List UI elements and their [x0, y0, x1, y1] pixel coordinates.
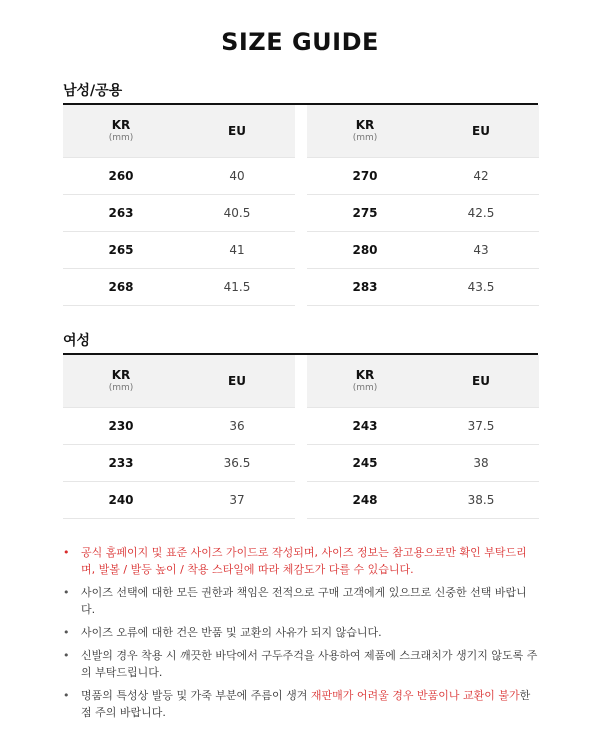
notice-text-highlight: 재판매가 어려울 경우 반품이나 교환이 불가	[310, 689, 520, 702]
eu-size-cell: 42.5	[423, 195, 539, 232]
kr-size-cell: 233	[63, 445, 179, 482]
kr-size-cell: 245	[307, 445, 423, 482]
table-row	[63, 445, 295, 482]
eu-size-cell: 40	[179, 158, 295, 195]
kr-size-cell: 243	[307, 408, 423, 445]
notice-text-part: 명품의 특성상 발등 및 가죽 부분에 주름이 생겨	[81, 689, 311, 702]
table-row	[307, 269, 539, 306]
bullet-icon: •	[63, 689, 70, 702]
table-row	[63, 232, 295, 269]
eu-size-cell: 37	[179, 482, 295, 519]
kr-header-label: KR	[111, 368, 131, 382]
kr-header-label: KR	[355, 118, 375, 132]
kr-size-cell: 260	[63, 158, 179, 195]
kr-size-cell: 265	[63, 232, 179, 269]
kr-column-header	[307, 105, 423, 158]
kr-header-label: KR	[111, 118, 131, 132]
notice-text: 신발의 경우 착용 시 깨끗한 바닥에서 구두주걱을 사용하여 제품에 스크래치가 생기지 않도록 주의 부탁드립니다.	[81, 649, 538, 679]
bullet-icon: •	[63, 626, 70, 639]
kr-column-header	[63, 355, 179, 408]
table-row	[307, 158, 539, 195]
men-size-table-right	[307, 105, 539, 306]
eu-size-cell: 40.5	[179, 195, 295, 232]
eu-size-cell: 36.5	[179, 445, 295, 482]
table-row	[307, 408, 539, 445]
eu-size-cell: 36	[179, 408, 295, 445]
kr-header-label: KR	[355, 368, 375, 382]
kr-size-cell: 275	[307, 195, 423, 232]
notice-text-part: 한 점 주의 바랍니다.	[81, 689, 531, 719]
table-row	[307, 482, 539, 519]
eu-column-header: EU	[179, 105, 295, 158]
kr-size-cell: 230	[63, 408, 179, 445]
eu-column-header: EU	[423, 355, 539, 408]
eu-column-header: EU	[423, 105, 539, 158]
notice-item	[63, 584, 538, 618]
eu-size-cell: 37.5	[423, 408, 539, 445]
kr-header-unit: (mm)	[108, 133, 134, 143]
kr-size-cell: 270	[307, 158, 423, 195]
bullet-icon: •	[63, 649, 70, 662]
eu-size-cell: 41	[179, 232, 295, 269]
table-row	[307, 445, 539, 482]
eu-size-cell: 42	[423, 158, 539, 195]
notice-item	[63, 687, 538, 721]
kr-size-cell: 268	[63, 269, 179, 306]
kr-size-cell: 248	[307, 482, 423, 519]
eu-size-cell: 43.5	[423, 269, 539, 306]
table-row	[63, 408, 295, 445]
notice-list	[63, 544, 538, 727]
eu-size-cell: 43	[423, 232, 539, 269]
bullet-icon: •	[63, 546, 70, 559]
kr-column-header	[63, 105, 179, 158]
women-size-table-right	[307, 355, 539, 519]
kr-header-unit: (mm)	[108, 383, 134, 393]
table-row	[307, 232, 539, 269]
notice-text: 사이즈 선택에 대한 모든 권한과 책임은 전적으로 구매 고객에게 있으므로 신중한 선택 바랍니다.	[81, 586, 527, 616]
table-header-row	[63, 105, 295, 158]
table-row	[63, 195, 295, 232]
table-row	[63, 269, 295, 306]
notice-text: 공식 홈페이지 및 표준 사이즈 가이드로 작성되며, 사이즈 정보는 참고용으로만 확인 부탁드리며, 발볼 / 발등 높이 / 착용 스타일에 따라 체감도가 다를 수 있습니다.	[81, 546, 527, 576]
kr-column-header	[307, 355, 423, 408]
section-label-women: 여성	[63, 333, 91, 349]
kr-header-unit: (mm)	[352, 383, 378, 393]
eu-size-cell: 38.5	[423, 482, 539, 519]
table-row	[63, 482, 295, 519]
kr-size-cell: 263	[63, 195, 179, 232]
kr-header-unit: (mm)	[352, 133, 378, 143]
page-title: SIZE GUIDE	[221, 28, 379, 56]
kr-size-cell: 280	[307, 232, 423, 269]
section-label-men: 남성/공용	[63, 83, 123, 99]
eu-column-header: EU	[179, 355, 295, 408]
table-row	[307, 195, 539, 232]
table-row	[63, 158, 295, 195]
eu-size-cell: 38	[423, 445, 539, 482]
table-header-row	[307, 355, 539, 408]
men-size-table-left	[63, 105, 295, 306]
kr-size-cell: 283	[307, 269, 423, 306]
notice-item	[63, 647, 538, 681]
women-size-table-left	[63, 355, 295, 519]
table-header-row	[307, 105, 539, 158]
eu-size-cell: 41.5	[179, 269, 295, 306]
bullet-icon: •	[63, 586, 70, 599]
notice-text: 사이즈 오류에 대한 건은 반품 및 교환의 사유가 되지 않습니다.	[81, 626, 382, 639]
table-header-row	[63, 355, 295, 408]
notice-item	[63, 624, 538, 641]
kr-size-cell: 240	[63, 482, 179, 519]
notice-item	[63, 544, 538, 578]
